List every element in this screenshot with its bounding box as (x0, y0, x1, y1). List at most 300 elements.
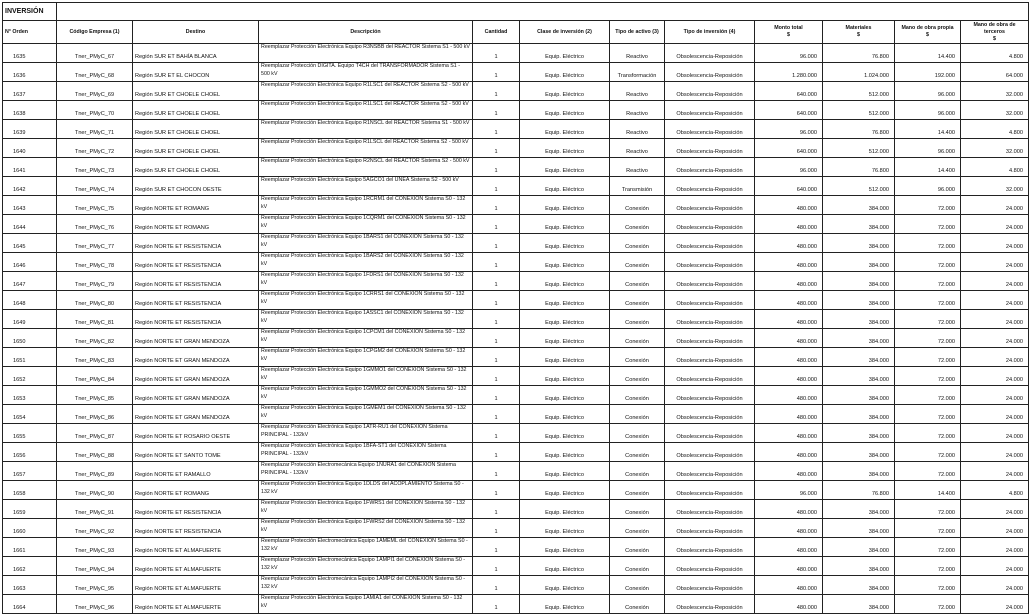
cell-tipo-inversion: Obsolescencia-Reposición (665, 139, 755, 158)
header-label: N° Orden (5, 28, 29, 35)
cell-destino: Región NORTE ET ALMAFUERTE (133, 595, 259, 614)
cell-materiales: 384.000 (823, 519, 895, 538)
title-blank-cell (610, 3, 665, 21)
cell-clase-inversion: Equip. Eléctrico (520, 576, 610, 595)
cell-cantidad: 1 (473, 272, 520, 291)
cell-orden: 1652 (3, 367, 57, 386)
table-body (3, 44, 1029, 614)
cell-clase-inversion: Equip. Eléctrico (520, 310, 610, 329)
table-row (3, 253, 1029, 272)
cell-destino: Región SUR ET CHOELE CHOEL (133, 101, 259, 120)
cell-codigo: Tner_PMyC_91 (57, 500, 133, 519)
cell-cantidad: 1 (473, 557, 520, 576)
investment-table (2, 2, 1029, 614)
cell-tipo-activo: Transformación (610, 63, 665, 82)
cell-tipo-activo: Conexión (610, 348, 665, 367)
cell-descripcion: Reemplazar Protección Electrónica Equipo 1GMMO2 del CONEXION Sistema S0 - 132 kV (259, 386, 473, 405)
title-blank-cell (520, 3, 610, 21)
cell-destino: Región NORTE ET GRAN MENDOZA (133, 367, 259, 386)
cell-materiales: 384.000 (823, 576, 895, 595)
cell-destino: Región NORTE ET ALMAFUERTE (133, 538, 259, 557)
cell-destino: Región SUR ET EL CHOCON (133, 63, 259, 82)
table-row (3, 158, 1029, 177)
cell-destino: Región NORTE ET RESISTENCIA (133, 253, 259, 272)
cell-orden: 1651 (3, 348, 57, 367)
cell-monto-total: 480.000 (755, 253, 823, 272)
cell-codigo: Tner_PMyC_92 (57, 519, 133, 538)
header-label: Tipo de activo (3) (615, 28, 659, 35)
cell-cantidad: 1 (473, 367, 520, 386)
title-blank-cell (473, 3, 520, 21)
cell-destino: Región SUR ET CHOCON OESTE (133, 177, 259, 196)
table-row (3, 595, 1029, 614)
cell-monto-total: 480.000 (755, 576, 823, 595)
cell-tipo-activo: Reactivo (610, 120, 665, 139)
cell-codigo: Tner_PMyC_84 (57, 367, 133, 386)
cell-mano-obra-terceros: 32.000 (961, 82, 1029, 101)
cell-codigo: Tner_PMyC_93 (57, 538, 133, 557)
cell-monto-total: 640.000 (755, 139, 823, 158)
header-mano-obra-propia (895, 21, 961, 44)
cell-clase-inversion: Equip. Eléctrico (520, 139, 610, 158)
cell-descripcion: Reemplazar Protección Electromecánica Equipo 1AMPI1 del CONEXION Sistema S0 - 132 kV (259, 557, 473, 576)
cell-monto-total: 480.000 (755, 443, 823, 462)
cell-mano-obra-propia: 72.000 (895, 386, 961, 405)
cell-clase-inversion: Equip. Eléctrico (520, 481, 610, 500)
cell-orden: 1648 (3, 291, 57, 310)
cell-cantidad: 1 (473, 424, 520, 443)
header-unit: $ (926, 32, 929, 38)
table-row (3, 63, 1029, 82)
cell-tipo-activo: Conexión (610, 215, 665, 234)
cell-materiales: 384.000 (823, 424, 895, 443)
cell-materiales: 384.000 (823, 443, 895, 462)
header-unit: $ (993, 35, 996, 42)
cell-tipo-inversion: Obsolescencia-Reposición (665, 348, 755, 367)
cell-descripcion: Reemplazar Protección Electromecánica Equipo 1AMEML del CONEXION Sistema S0 - 132 kV (259, 538, 473, 557)
cell-cantidad: 1 (473, 500, 520, 519)
cell-destino: Región NORTE ET GRAN MENDOZA (133, 348, 259, 367)
cell-mano-obra-propia: 72.000 (895, 291, 961, 310)
cell-descripcion: Reemplazar Protección Electrónica Equipo 1ATR-RU1 del CONEXION Sistema PRINCIPAL - 132kV (259, 424, 473, 443)
cell-mano-obra-terceros: 24.000 (961, 386, 1029, 405)
cell-destino: Región NORTE ET RESISTENCIA (133, 519, 259, 538)
cell-mano-obra-propia: 72.000 (895, 519, 961, 538)
cell-mano-obra-propia: 96.000 (895, 177, 961, 196)
cell-tipo-inversion: Obsolescencia-Reposición (665, 386, 755, 405)
header-label: Clase de inversión (2) (537, 28, 592, 35)
cell-orden: 1649 (3, 310, 57, 329)
cell-codigo: Tner_PMyC_70 (57, 101, 133, 120)
cell-mano-obra-terceros: 24.000 (961, 272, 1029, 291)
cell-destino: Región SUR ET CHOELE CHOEL (133, 158, 259, 177)
cell-mano-obra-propia: 72.000 (895, 234, 961, 253)
cell-mano-obra-propia: 96.000 (895, 101, 961, 120)
cell-cantidad: 1 (473, 44, 520, 63)
cell-mano-obra-propia: 72.000 (895, 443, 961, 462)
cell-mano-obra-terceros: 4.800 (961, 481, 1029, 500)
cell-mano-obra-terceros: 24.000 (961, 329, 1029, 348)
cell-materiales: 384.000 (823, 386, 895, 405)
cell-codigo: Tner_PMyC_81 (57, 310, 133, 329)
cell-tipo-inversion: Obsolescencia-Reposición (665, 101, 755, 120)
cell-tipo-inversion: Obsolescencia-Reposición (665, 177, 755, 196)
table-row (3, 424, 1029, 443)
cell-mano-obra-terceros: 24.000 (961, 538, 1029, 557)
cell-mano-obra-terceros: 24.000 (961, 291, 1029, 310)
cell-clase-inversion: Equip. Eléctrico (520, 253, 610, 272)
cell-clase-inversion: Equip. Eléctrico (520, 120, 610, 139)
cell-materiales: 384.000 (823, 329, 895, 348)
cell-orden: 1638 (3, 101, 57, 120)
cell-destino: Región NORTE ET ALMAFUERTE (133, 576, 259, 595)
cell-mano-obra-terceros: 4.800 (961, 158, 1029, 177)
cell-monto-total: 96.000 (755, 158, 823, 177)
cell-destino: Región NORTE ET RESISTENCIA (133, 234, 259, 253)
cell-monto-total: 480.000 (755, 367, 823, 386)
cell-tipo-inversion: Obsolescencia-Reposición (665, 253, 755, 272)
title-blank-cell (133, 3, 259, 21)
cell-codigo: Tner_PMyC_77 (57, 234, 133, 253)
cell-descripcion: Reemplazar Protección Electrónica Equipo 1CQRM1 del CONEXION Sistema S0 - 132 kV (259, 215, 473, 234)
cell-mano-obra-terceros: 4.800 (961, 44, 1029, 63)
cell-cantidad: 1 (473, 63, 520, 82)
cell-clase-inversion: Equip. Eléctrico (520, 158, 610, 177)
cell-orden: 1664 (3, 595, 57, 614)
cell-orden: 1663 (3, 576, 57, 595)
title-blank-cell (823, 3, 895, 21)
table-row (3, 139, 1029, 158)
cell-tipo-activo: Reactivo (610, 101, 665, 120)
cell-tipo-inversion: Obsolescencia-Reposición (665, 196, 755, 215)
table-row (3, 481, 1029, 500)
cell-mano-obra-propia: 72.000 (895, 424, 961, 443)
cell-orden: 1636 (3, 63, 57, 82)
cell-tipo-activo: Conexión (610, 196, 665, 215)
cell-destino: Región SUR ET CHOELE CHOEL (133, 139, 259, 158)
cell-orden: 1635 (3, 44, 57, 63)
cell-mano-obra-propia: 72.000 (895, 538, 961, 557)
table-row (3, 519, 1029, 538)
cell-codigo: Tner_PMyC_95 (57, 576, 133, 595)
table-row (3, 215, 1029, 234)
cell-clase-inversion: Equip. Eléctrico (520, 82, 610, 101)
cell-tipo-inversion: Obsolescencia-Reposición (665, 557, 755, 576)
cell-monto-total: 480.000 (755, 272, 823, 291)
cell-tipo-activo: Reactivo (610, 82, 665, 101)
cell-tipo-activo: Conexión (610, 595, 665, 614)
cell-cantidad: 1 (473, 215, 520, 234)
cell-cantidad: 1 (473, 443, 520, 462)
cell-descripcion: Reemplazar Protección Electrónica Equipo 1BARS2 del CONEXION Sistema S0 - 132 kV (259, 253, 473, 272)
cell-orden: 1640 (3, 139, 57, 158)
cell-destino: Región SUR ET CHOELE CHOEL (133, 82, 259, 101)
cell-orden: 1660 (3, 519, 57, 538)
cell-monto-total: 480.000 (755, 291, 823, 310)
cell-materiales: 384.000 (823, 215, 895, 234)
cell-orden: 1646 (3, 253, 57, 272)
cell-destino: Región NORTE ET ROMANG (133, 196, 259, 215)
table-row (3, 234, 1029, 253)
header-cantidad (473, 21, 520, 44)
cell-codigo: Tner_PMyC_82 (57, 329, 133, 348)
cell-cantidad: 1 (473, 405, 520, 424)
cell-clase-inversion: Equip. Eléctrico (520, 44, 610, 63)
cell-materiales: 384.000 (823, 500, 895, 519)
cell-tipo-activo: Conexión (610, 386, 665, 405)
table-row (3, 576, 1029, 595)
cell-monto-total: 480.000 (755, 500, 823, 519)
cell-descripcion: Reemplazar Protección Electrónica Equipo 1ASSC1 del CONEXION Sistema S0 - 132 kV (259, 310, 473, 329)
cell-descripcion: Reemplazar Protección Electrónica Equipo 1AMIA1 del CONEXION Sistema S0 - 132 kV (259, 595, 473, 614)
cell-monto-total: 480.000 (755, 519, 823, 538)
cell-codigo: Tner_PMyC_72 (57, 139, 133, 158)
cell-mano-obra-terceros: 24.000 (961, 595, 1029, 614)
cell-materiales: 384.000 (823, 310, 895, 329)
cell-tipo-inversion: Obsolescencia-Reposición (665, 481, 755, 500)
table-row (3, 44, 1029, 63)
cell-clase-inversion: Equip. Eléctrico (520, 367, 610, 386)
cell-orden: 1642 (3, 177, 57, 196)
cell-destino: Región NORTE ET GRAN MENDOZA (133, 329, 259, 348)
cell-tipo-inversion: Obsolescencia-Reposición (665, 462, 755, 481)
table-row (3, 272, 1029, 291)
cell-materiales: 1.024.000 (823, 63, 895, 82)
cell-mano-obra-propia: 72.000 (895, 405, 961, 424)
table-row (3, 177, 1029, 196)
cell-tipo-inversion: Obsolescencia-Reposición (665, 538, 755, 557)
cell-materiales: 384.000 (823, 348, 895, 367)
title-blank-cell (665, 3, 755, 21)
cell-tipo-inversion: Obsolescencia-Reposición (665, 291, 755, 310)
cell-tipo-activo: Conexión (610, 367, 665, 386)
cell-tipo-activo: Conexión (610, 253, 665, 272)
title-blank-cell (259, 3, 473, 21)
cell-descripcion: Reemplazar Protección Electrónica Equipo 1FDRS1 del CONEXION Sistema S0 - 132 kV (259, 272, 473, 291)
cell-clase-inversion: Equip. Eléctrico (520, 386, 610, 405)
cell-tipo-inversion: Obsolescencia-Reposición (665, 443, 755, 462)
cell-destino: Región NORTE ET GRAN MENDOZA (133, 386, 259, 405)
cell-cantidad: 1 (473, 196, 520, 215)
header-unit: $ (857, 32, 860, 38)
header-label: Destino (185, 28, 206, 35)
cell-mano-obra-propia: 72.000 (895, 367, 961, 386)
table-row (3, 329, 1029, 348)
header-label: Monto total (774, 25, 803, 31)
cell-mano-obra-propia: 96.000 (895, 82, 961, 101)
title-blank-cell (57, 3, 133, 21)
cell-clase-inversion: Equip. Eléctrico (520, 329, 610, 348)
header-label: Mano de obra de terceros (973, 21, 1016, 35)
cell-tipo-inversion: Obsolescencia-Reposición (665, 120, 755, 139)
cell-tipo-inversion: Obsolescencia-Reposición (665, 424, 755, 443)
cell-orden: 1655 (3, 424, 57, 443)
cell-descripcion: Reemplazar Protección Electrónica Equipo 1CPGM2 del CONEXION Sistema S0 - 132 kV (259, 348, 473, 367)
cell-descripcion: Reemplazar Protección Electrónica Equipo 1CPCM1 del CONEXION Sistema S0 - 132 kV (259, 329, 473, 348)
cell-mano-obra-propia: 96.000 (895, 139, 961, 158)
cell-mano-obra-propia: 72.000 (895, 595, 961, 614)
cell-orden: 1643 (3, 196, 57, 215)
header-mano-obra-terceros (961, 21, 1029, 44)
cell-mano-obra-propia: 72.000 (895, 196, 961, 215)
cell-descripcion: Reemplazar Protección Electrónica Equipo R1LSC1 del REACTOR Sistema S2 - 500 kV (259, 82, 473, 101)
cell-codigo: Tner_PMyC_67 (57, 44, 133, 63)
cell-tipo-activo: Reactivo (610, 139, 665, 158)
section-title: INVERSIÓN (3, 3, 57, 21)
cell-monto-total: 480.000 (755, 310, 823, 329)
cell-codigo: Tner_PMyC_68 (57, 63, 133, 82)
cell-codigo: Tner_PMyC_87 (57, 424, 133, 443)
header-label: Código Empresa (1) (69, 28, 120, 35)
header-label: Descripción (350, 28, 381, 35)
cell-materiales: 384.000 (823, 234, 895, 253)
cell-mano-obra-propia: 14.400 (895, 44, 961, 63)
table-row (3, 82, 1029, 101)
header-materiales (823, 21, 895, 44)
cell-descripcion: Reemplazar Protección Electrónica Equipo 1RCRM1 del CONEXION Sistema S0 - 132 kV (259, 196, 473, 215)
cell-tipo-inversion: Obsolescencia-Reposición (665, 44, 755, 63)
cell-codigo: Tner_PMyC_85 (57, 386, 133, 405)
header-tipo-activo (610, 21, 665, 44)
table-row (3, 291, 1029, 310)
cell-cantidad: 1 (473, 386, 520, 405)
cell-materiales: 384.000 (823, 557, 895, 576)
cell-cantidad: 1 (473, 253, 520, 272)
cell-monto-total: 480.000 (755, 557, 823, 576)
title-blank-cell (755, 3, 823, 21)
cell-cantidad: 1 (473, 139, 520, 158)
cell-tipo-inversion: Obsolescencia-Reposición (665, 215, 755, 234)
cell-mano-obra-propia: 72.000 (895, 215, 961, 234)
cell-monto-total: 480.000 (755, 595, 823, 614)
cell-cantidad: 1 (473, 329, 520, 348)
cell-materiales: 384.000 (823, 462, 895, 481)
cell-clase-inversion: Equip. Eléctrico (520, 538, 610, 557)
cell-clase-inversion: Equip. Eléctrico (520, 177, 610, 196)
cell-descripcion: Reemplazar Protección Electrónica Equipo R1LSCL del REACTOR Sistema S2 - 500 kV (259, 139, 473, 158)
cell-mano-obra-terceros: 24.000 (961, 196, 1029, 215)
cell-cantidad: 1 (473, 234, 520, 253)
cell-clase-inversion: Equip. Eléctrico (520, 424, 610, 443)
title-blank-cell (895, 3, 961, 21)
cell-tipo-activo: Conexión (610, 424, 665, 443)
cell-tipo-inversion: Obsolescencia-Reposición (665, 63, 755, 82)
cell-tipo-activo: Conexión (610, 576, 665, 595)
cell-tipo-activo: Conexión (610, 405, 665, 424)
cell-descripcion: Reemplazar Protección Electrónica Equipo 1CRRS1 del CONEXION Sistema S0 - 132 kV (259, 291, 473, 310)
cell-mano-obra-terceros: 24.000 (961, 234, 1029, 253)
cell-mano-obra-propia: 72.000 (895, 348, 961, 367)
cell-mano-obra-terceros: 24.000 (961, 367, 1029, 386)
cell-materiales: 384.000 (823, 253, 895, 272)
cell-descripcion: Reemplazar Protección Electromecánica Equipo 1NURA1 del CONEXION Sistema PRINCIPAL - 132kV (259, 462, 473, 481)
cell-monto-total: 480.000 (755, 329, 823, 348)
cell-materiales: 384.000 (823, 405, 895, 424)
cell-monto-total: 640.000 (755, 177, 823, 196)
table-row (3, 443, 1029, 462)
cell-destino: Región NORTE ET ROSARIO OESTE (133, 424, 259, 443)
cell-mano-obra-terceros: 64.000 (961, 63, 1029, 82)
cell-orden: 1653 (3, 386, 57, 405)
header-orden (3, 21, 57, 44)
cell-descripcion: Reemplazar Protección Electrónica Equipo 1BARS1 del CONEXION Sistema S0 - 132 kV (259, 234, 473, 253)
cell-destino: Región NORTE ET ALMAFUERTE (133, 557, 259, 576)
cell-materiales: 384.000 (823, 291, 895, 310)
table-row (3, 101, 1029, 120)
cell-clase-inversion: Equip. Eléctrico (520, 557, 610, 576)
cell-tipo-activo: Conexión (610, 443, 665, 462)
cell-descripcion: Reemplazar Protección Electrónica Equipo 1GMEM1 del CONEXION Sistema S0 - 132 kV (259, 405, 473, 424)
cell-descripcion: Reemplazar Protección Electrónica Equipo R1LSC1 del REACTOR Sistema S2 - 500 kV (259, 101, 473, 120)
cell-orden: 1661 (3, 538, 57, 557)
cell-orden: 1658 (3, 481, 57, 500)
cell-destino: Región NORTE ET GRAN MENDOZA (133, 405, 259, 424)
cell-tipo-inversion: Obsolescencia-Reposición (665, 329, 755, 348)
cell-destino: Región NORTE ET ROMANG (133, 481, 259, 500)
cell-codigo: Tner_PMyC_96 (57, 595, 133, 614)
cell-orden: 1650 (3, 329, 57, 348)
cell-mano-obra-terceros: 24.000 (961, 424, 1029, 443)
cell-descripcion: Reemplazar Protección Electrónica Equipo 1GMMO1 del CONEXION Sistema S0 - 132 kV (259, 367, 473, 386)
cell-descripcion: Reemplazar Protección Electrónica Equipo R3NSBB del REACTOR Sistema S1 - 500 kV (259, 44, 473, 63)
cell-codigo: Tner_PMyC_78 (57, 253, 133, 272)
cell-codigo: Tner_PMyC_89 (57, 462, 133, 481)
cell-tipo-inversion: Obsolescencia-Reposición (665, 500, 755, 519)
table-row (3, 557, 1029, 576)
cell-tipo-activo: Conexión (610, 272, 665, 291)
cell-tipo-activo: Conexión (610, 234, 665, 253)
cell-codigo: Tner_PMyC_88 (57, 443, 133, 462)
cell-tipo-inversion: Obsolescencia-Reposición (665, 82, 755, 101)
cell-codigo: Tner_PMyC_76 (57, 215, 133, 234)
cell-cantidad: 1 (473, 82, 520, 101)
cell-clase-inversion: Equip. Eléctrico (520, 291, 610, 310)
cell-destino: Región NORTE ET RAMALLO (133, 462, 259, 481)
cell-materiales: 512.000 (823, 82, 895, 101)
cell-orden: 1641 (3, 158, 57, 177)
cell-tipo-activo: Conexión (610, 538, 665, 557)
cell-codigo: Tner_PMyC_75 (57, 196, 133, 215)
cell-clase-inversion: Equip. Eléctrico (520, 519, 610, 538)
table-row (3, 367, 1029, 386)
cell-cantidad: 1 (473, 595, 520, 614)
table-row (3, 310, 1029, 329)
cell-mano-obra-terceros: 4.800 (961, 120, 1029, 139)
cell-tipo-activo: Reactivo (610, 44, 665, 63)
cell-tipo-activo: Conexión (610, 291, 665, 310)
cell-cantidad: 1 (473, 576, 520, 595)
cell-tipo-inversion: Obsolescencia-Reposición (665, 576, 755, 595)
cell-mano-obra-terceros: 32.000 (961, 101, 1029, 120)
cell-orden: 1645 (3, 234, 57, 253)
title-blank-cell (961, 3, 1029, 21)
cell-cantidad: 1 (473, 462, 520, 481)
cell-destino: Región SUR ET CHOELE CHOEL (133, 120, 259, 139)
cell-mano-obra-terceros: 24.000 (961, 310, 1029, 329)
cell-monto-total: 480.000 (755, 348, 823, 367)
cell-mano-obra-terceros: 24.000 (961, 215, 1029, 234)
cell-orden: 1662 (3, 557, 57, 576)
header-tipo-inversion (665, 21, 755, 44)
cell-orden: 1657 (3, 462, 57, 481)
cell-orden: 1654 (3, 405, 57, 424)
table-row (3, 120, 1029, 139)
cell-mano-obra-terceros: 24.000 (961, 557, 1029, 576)
cell-clase-inversion: Equip. Eléctrico (520, 272, 610, 291)
cell-materiales: 384.000 (823, 538, 895, 557)
header-label: Mano de obra propia (901, 25, 954, 31)
cell-cantidad: 1 (473, 538, 520, 557)
